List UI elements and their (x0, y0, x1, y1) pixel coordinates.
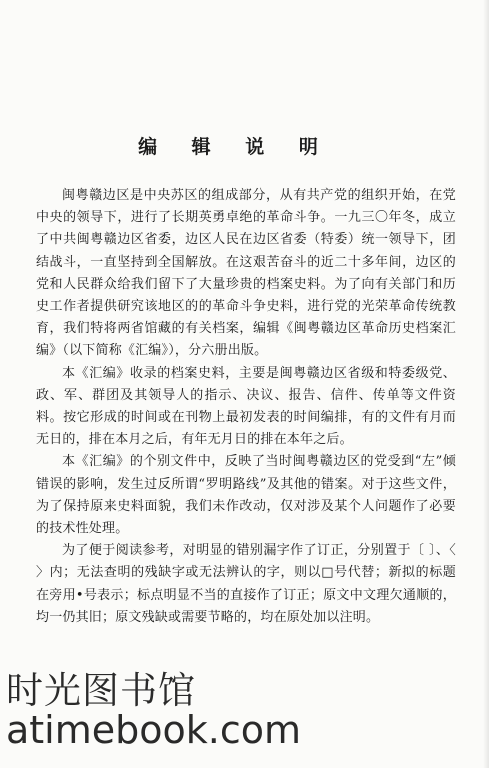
paragraph-4: 为了便于阅读参考，对明显的错别漏字作了订正，分别置于〔 〕、〈 〉内；无法查明的残缺字或无法辨认的字，则以□号代替；新拟的标题在旁用•号表示；标点明显不当的直接作了订正；原文中文理欠通顺的，均一仍其旧；原文残缺或需要节略的，均在原处加以注明。 (36, 543, 456, 625)
watermark-chinese: 时光图书馆 (6, 669, 196, 712)
paragraph-2: 本《汇编》收录的档案史料，主要是闽粤赣边区省级和特委级党、政、军、群团及其领导人的指示、决议、报告、信件、传单等文件资料。按它形成的时间或在刊物上最初发表的时间编排，有的文件有月而无日的，排在本月之后，有年无月日的排在本年之后。 (36, 365, 456, 448)
body-text (36, 185, 456, 629)
paragraph-3: 本《汇编》的个别文件中，反映了当时闽粤赣边区的党受到“左”倾错误的影响，发生过反所谓“罗明路线”及其他的错案。对于这些文件，为了保持原来史料面貌，我们未作改动，仅对涉及某个人问题作了必要的技术性处理。 (36, 454, 456, 537)
page-edge-shadow (483, 0, 489, 768)
page-title: 编 辑 说 明 (138, 136, 332, 158)
watermark-url: atimebook.com (6, 708, 302, 752)
paragraph-1: 闽粤赣边区是中央苏区的组成部分，从有共产党的组织开始，在党中央的领导下，进行了长期英勇卓绝的革命斗争。一九三〇年冬，成立了中共闽粤赣边区省委，边区人民在边区省委（特委）统一领导下，团结战斗，一直坚持到全国解放。在这艰苦奋斗的近二十多年间，边区的党和人民群众给我们留下了大量珍贵的档案史料。为了向有关部门和历史工作者提供研究该地区的的革命斗争史料，进行党的光荣革命传统教育，我们特将两省馆藏的有关档案，编辑《闽粤赣边区革命历史档案汇编》（以下简称《汇编》），分六册出版。 (36, 188, 456, 359)
